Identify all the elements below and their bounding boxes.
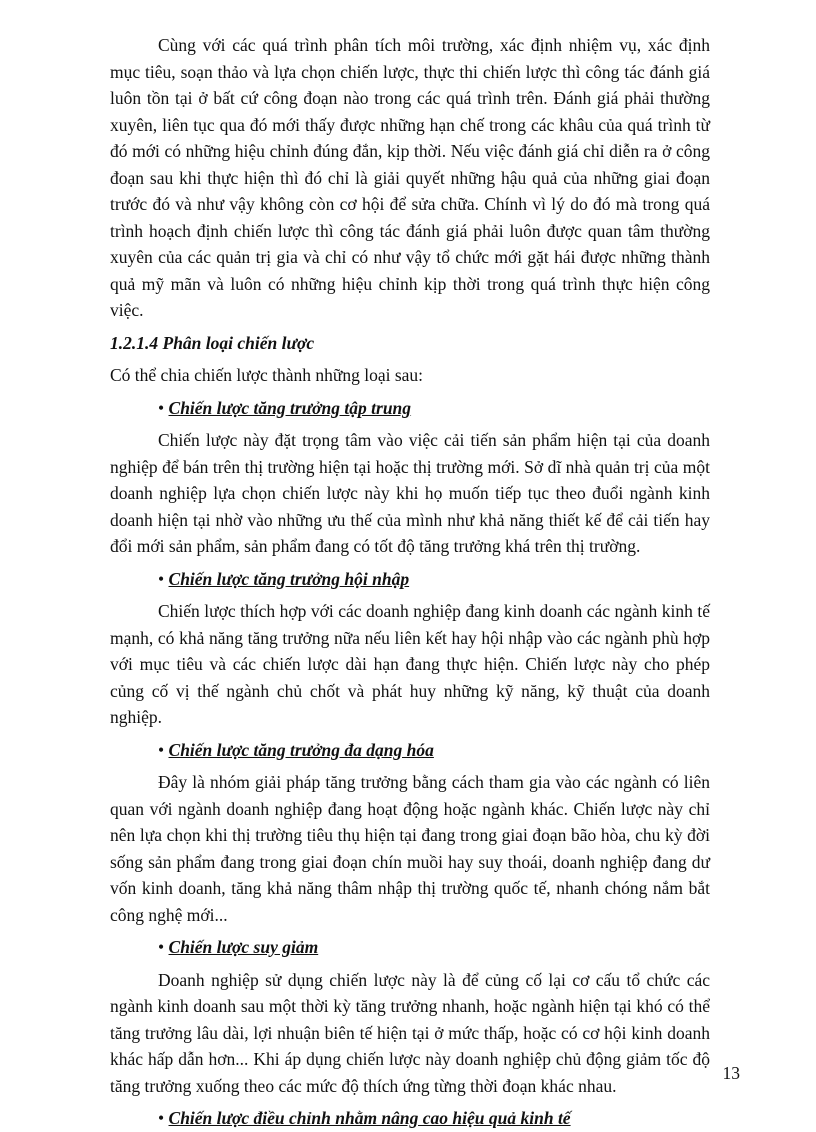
bullet-title: Chiến lược tăng trưởng hội nhập (168, 568, 410, 589)
bullet-item-integration-growth (110, 566, 710, 593)
bullet-title: Chiến lược điều chỉnh nhằm nâng cao hiệu quả kinh tế (168, 1108, 571, 1128)
paragraph-integration-growth: Chiến lược thích hợp với các doanh nghiệp đang kinh doanh các ngành kinh tế mạnh, có khả năng tăng trưởng nữa nếu liên kết hay hội nhập vào các ngành phù hợp với mục tiêu và các chiến lược dài hạn đang thực hiện. Chiến lược này cho phép củng cố vị thế ngành chủ chốt và phát huy những kỹ năng, kỹ thuật của doanh nghiệp. (110, 601, 710, 727)
paragraph-retrenchment: Doanh nghiệp sử dụng chiến lược này là để củng cố lại cơ cấu tổ chức các ngành kinh doanh sau một thời kỳ tăng trưởng nhanh, hoặc ngành hiện tại khó có thể tăng trưởng lâu dài, lợi nhuận biên tế hiện tại ở mức thấp, hoặc có cơ hội kinh doanh khác hấp dẫn hơn... Khi áp dụng chiến lược này doanh nghiệp chủ động giảm tốc độ tăng trưởng xuống theo các mức độ thích ứng từng thời đoạn khác nhau. (110, 969, 710, 1096)
bullet-icon: • (158, 397, 165, 418)
bullet-title: Chiến lược tăng trưởng đa dạng hóa (168, 739, 434, 760)
bullet-title: Chiến lược tăng trưởng tập trung (168, 397, 412, 418)
bullet-icon: • (158, 739, 165, 760)
section-heading: 1.2.1.4 Phân loại chiến lược (110, 332, 315, 353)
bullet-item-focused-growth (110, 395, 710, 422)
bullet-icon: • (158, 1108, 165, 1128)
intro-text: Có thể chia chiến lược thành những loại sau: (110, 365, 424, 385)
paragraph-diversification: Đây là nhóm giải pháp tăng trưởng bằng cách tham gia vào các ngành có liên quan với ngành doanh nghiệp đang hoạt động hoặc ngành khác. Chiến lược này chỉ nên lựa chọn khi thị trường tiêu thụ hiện tại đang trong giai đoạn bão hòa, chu kỳ đời sống sản phẩm đang trong giai đoạn chín muồi hay suy thoái, doanh nghiệp đang dư vốn kinh doanh, tăng khả năng thâm nhập thị trường quốc tế, nhanh chóng nắm bắt công nghệ mới... (110, 772, 710, 925)
bullet-title: Chiến lược suy giảm (168, 937, 319, 957)
bullet-item-retrenchment (110, 934, 710, 961)
page-number: 13 (722, 1063, 740, 1083)
paragraph-evaluation: Cùng với các quá trình phân tích môi trường, xác định nhiệm vụ, xác định mục tiêu, soạn thảo và lựa chọn chiến lược, thực thi chiến lược thì công tác đánh giá luôn tồn tại ở bất cứ công đoạn nào trong các quá trình trên. Đánh giá phải thường xuyên, liên tục qua đó mới thấy được những hạn chế trong các khâu của quá trình từ đó mới có những hiệu chỉnh đúng đắn, kịp thời. Nếu việc đánh giá chỉ diễn ra ở công đoạn sau khi thực hiện thì đó chỉ là giải quyết những hậu quả của những giai đoạn trước đó và như vậy không còn cơ hội để sửa chữa. Chính vì lý do đó mà trong quá trình hoạch định chiến lược thì công tác đánh giá phải luôn được quan tâm thường xuyên của các quản trị gia và chỉ có như vậy tổ chức mới gặt hái được những thành quả mỹ mãn và luôn có những hiệu chỉnh kịp thời trong quá trình thực hiện công việc. (110, 35, 710, 320)
bullet-icon: • (158, 937, 165, 957)
bullet-icon: • (158, 568, 165, 589)
bullet-item-efficiency-adjustment (110, 1105, 710, 1132)
paragraph-focused-growth: Chiến lược này đặt trọng tâm vào việc cải tiến sản phẩm hiện tại của doanh nghiệp để bán trên thị trường hiện tại hoặc thị trường mới. Sở dĩ nhà quản trị của một doanh nghiệp lựa chọn chiến lược này khi họ muốn tiếp tục theo đuổi ngành kinh doanh hiện tại nhờ vào những ưu thế của mình như khả năng thiết kế để cải tiến hay đổi mới sản phẩm, sản phẩm đang có tốt độ tăng trưởng khá trên thị trường. (110, 430, 710, 556)
bullet-item-diversification (110, 737, 710, 764)
